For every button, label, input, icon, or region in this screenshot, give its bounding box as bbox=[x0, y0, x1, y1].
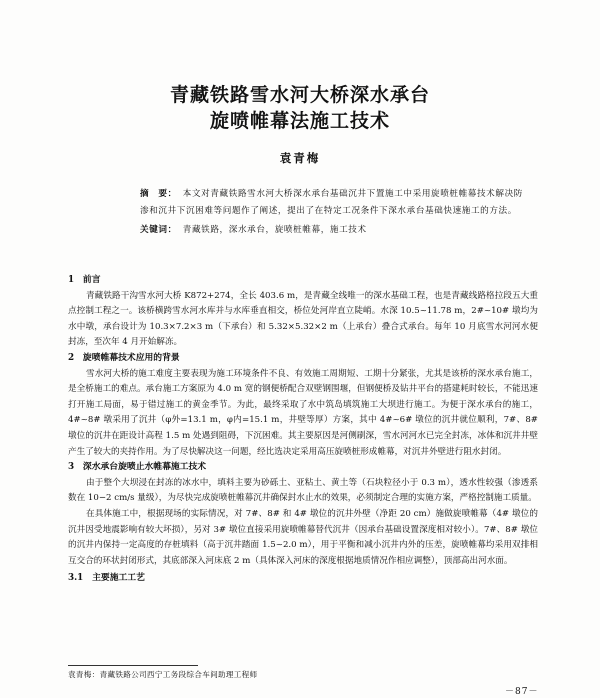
section-paragraph: 青藏铁路干沟雪水河大桥 K872+274，全长 403.6 m，是青藏全线唯一的深水基础工程，也是青藏线路格拉段五大重点控制工程之一。该桥横跨雪水河水库并与水库垂直相交，桥位处河岸直立陡峭。水深 10.5~11.78 m，2#~10# 墩均为水中墩，承台设计为 10.3×7.2×3 m（下承台）和 5.32×5.32×2 m（上承台）叠合式承台。每年 10 月底雪水河河水便封冻，至次年 4 月开始解冻。 bbox=[68, 290, 538, 348]
abstract-text: 本文对青藏铁路雪水河大桥深水承台基础沉井下置施工中采用旋喷桩帷幕技术解决防渗和沉井下沉困难等问题作了阐述，提出了在特定工况条件下深水承台基础快速施工的方法。 bbox=[140, 189, 523, 216]
title-line-2: 旋喷帷幕法施工技术 bbox=[209, 110, 390, 132]
page-number: －87－ bbox=[505, 687, 539, 697]
section-heading-background: 2 旋喷帷幕技术应用的背景 bbox=[68, 352, 180, 363]
paper-title bbox=[0, 82, 600, 134]
keywords-text: 青藏铁路，深水承台，旋喷桩帷幕，施工技术 bbox=[182, 225, 367, 235]
author-name: 袁青梅 bbox=[279, 151, 321, 165]
section-paragraph: 雪水河大桥的施工难度主要表现为施工环境条件不良、有效施工周期短、工期十分紧张，尤其是该桥的深水承台施工，是全桥施工的难点。承台施工方案原为 4.0 m 宽的钢便桥配合双壁钢围堰，但钢便桥及钻井平台的搭建耗时较长，不能迅速打开施工局面，易于错过施工的黄金季节。为此，最终采取了水中筑岛填筑施工大坝进行施工。为便于深水承台的施工，4#~8# 墩采用了沉井（φ外=13.1 m，φ内=15.1 m，井壁等厚）方案，其中 4#~6# 墩位的沉井就位顺利，7#、8# 墩位的沉井在距设计高程 1.5 m 处遇到阻碍，下沉困难。其主要原因是河侧刷深，雪水河河水已完全封冻，冰体和沉井井壁产生了较大的夹持作用。为了尽快解决这一问题，经比选决定采用高压旋喷桩形成帷幕，对沉井外壁进行阻水封闭。 bbox=[68, 368, 538, 457]
section-paragraph: 由于整个大坝浸在封冻的冰水中，填料主要为砂砾土、亚粘土、黄土等（石块粒径小于 0.3 m），透水性较强（渗透系数在 10−2 cm/s 量级），为尽快完成旋喷桩帷幕沉井确保封水止水的效果，必须制定合理的实施方案，严格控制施工质量。 bbox=[68, 477, 538, 504]
body-text bbox=[68, 273, 538, 587]
title-line-1: 青藏铁路雪水河大桥深水承台 bbox=[169, 84, 430, 106]
section-heading-technique: 3 深水承台旋喷止水帷幕施工技术 bbox=[68, 462, 207, 473]
abstract-block bbox=[140, 186, 528, 239]
abstract-paragraph bbox=[140, 186, 528, 220]
keywords-label: 关键词： bbox=[140, 225, 177, 235]
footnote-divider bbox=[68, 665, 198, 666]
keywords-paragraph bbox=[140, 222, 528, 239]
section-heading-intro: 1 前言 bbox=[68, 275, 101, 285]
abstract-label: 摘 要： bbox=[140, 189, 177, 199]
author-footnote: 袁青梅：青藏铁路公司西宁工务段综合车间助理工程师 bbox=[68, 670, 258, 679]
subsection-heading: 3.1 主要施工工艺 bbox=[68, 573, 145, 584]
section-paragraph: 在具体施工中，根据现场的实际情况，对 7#、8# 和 4# 墩位的沉井外壁（净距 20 cm）施做旋喷帷幕（4# 墩位的沉井因受地震影响有较大坏损），另对 3# 墩位直接采用旋喷帷幕替代沉井（因承台基础设置深度相对较小）。7#、8# 墩位的沉井内保持一定高度的存桩填料（高于沉井踏面 1.5~2.0 m），用于平衡和减小沉井内外的压差，旋喷帷幕均采用双排相互交合的环状封闭形式，其底部深入河床底 2 m（具体深入河床的深度根据地质情况作相应调整），顶部高出河水面。 bbox=[68, 508, 538, 566]
